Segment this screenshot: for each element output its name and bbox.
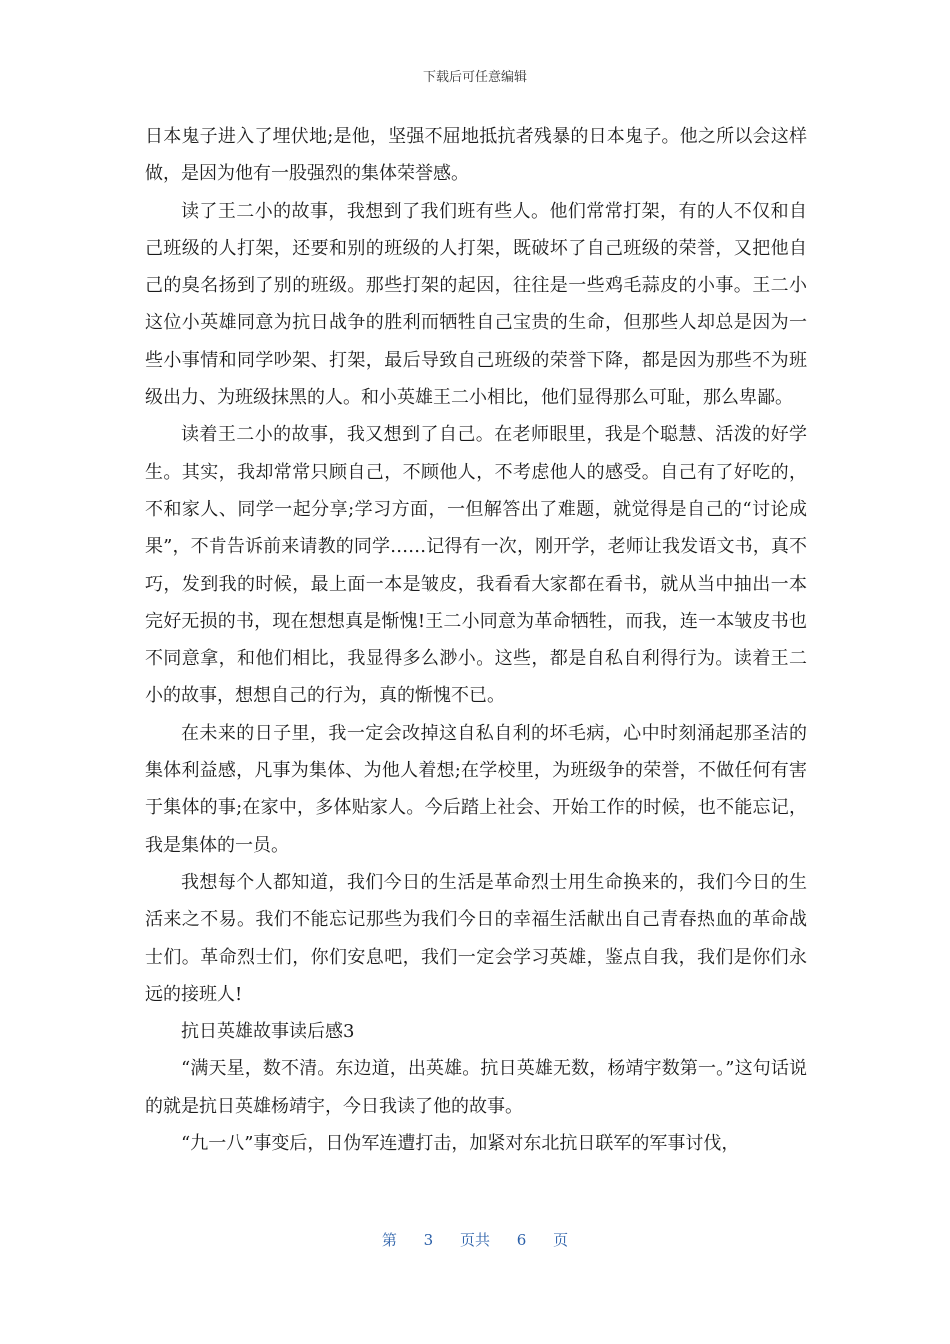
- paragraph: “九一八”事变后，日伪军连遭打击，加紧对东北抗日联军的军事讨伐，: [181, 1133, 740, 1155]
- paragraph: 我想每个人都知道，我们今日的生活是革命烈士用生命换来的，我们今日的生活来之不易。我们不能忘记那些为我们今日的幸福生活献出自己青春热血的革命战士们。革命烈士们，你们安息吧，我们一定会学习英雄，鉴点自我，我们是你们永远的接班人!: [145, 871, 807, 1005]
- page-header: 下载后可任意编辑: [422, 70, 527, 85]
- paragraph: 在未来的日子里，我一定会改掉这自私自利的坏毛病，心中时刻涌起那圣洁的集体利益感，凡事为集体、为他人着想;在学校里，为班级争的荣誉，不做任何有害于集体的事;在家中，多体贴家人。今后踏上社会、开始工作的时候，也不能忘记，我是集体的一员。: [145, 722, 807, 856]
- page-label-prefix: 第: [381, 1231, 397, 1249]
- paragraph: “满天星，数不清。东边道，出英雄。抗日英雄无数，杨靖宇数第一。”这句话说的就是抗日英雄杨靖宇，今日我读了他的故事。: [145, 1058, 807, 1117]
- section-heading: 抗日英雄故事读后感3: [181, 1021, 355, 1043]
- page-label-mid: 页共: [459, 1231, 490, 1249]
- total-pages-number: 6: [516, 1231, 527, 1249]
- page-label-suffix: 页: [553, 1231, 569, 1249]
- current-page-number: 3: [423, 1231, 434, 1249]
- paragraph: 读了王二小的故事，我想到了我们班有些人。他们常常打架，有的人不仅和自己班级的人打架，还要和别的班级的人打架，既破坏了自己班级的荣誉，又把他自己的臭名扬到了别的班级。那些打架的起因，往往是一些鸡毛蒜皮的小事。王二小这位小英雄同意为抗日战争的胜利而牺牲自己宝贵的生命，但那些人却总是因为一些小事情和同学吵架、打架，最后导致自己班级的荣誉下降，都是因为那些不为班级出力、为班级抹黑的人。和小英雄王二小相比，他们显得那么可耻，那么卑鄙。: [145, 200, 807, 409]
- paragraph-continuation: 日本鬼子进入了埋伏地;是他，坚强不屈地抵抗者残暴的日本鬼子。他之所以会这样做，是因为他有一股强烈的集体荣誉感。: [145, 126, 807, 185]
- page-footer: [0, 1229, 950, 1250]
- document-body: [145, 118, 807, 1162]
- paragraph: 读着王二小的故事，我又想到了自己。在老师眼里，我是个聪慧、活泼的好学生。其实，我却常常只顾自己，不顾他人，不考虑他人的感受。自己有了好吃的，不和家人、同学一起分享;学习方面，一但解答出了难题，就觉得是自己的“讨论成果”，不肯告诉前来请教的同学……记得有一次，刚开学，老师让我发语文书，真不巧，发到我的时候，最上面一本是皱皮，我看看大家都在看书，就从当中抽出一本完好无损的书，现在想想真是惭愧!王二小同意为革命牺牲，而我，连一本皱皮书也不同意拿，和他们相比，我显得多么渺小。这些，都是自私自利得行为。读着王二小的故事，想想自己的行为，真的惭愧不已。: [145, 424, 807, 707]
